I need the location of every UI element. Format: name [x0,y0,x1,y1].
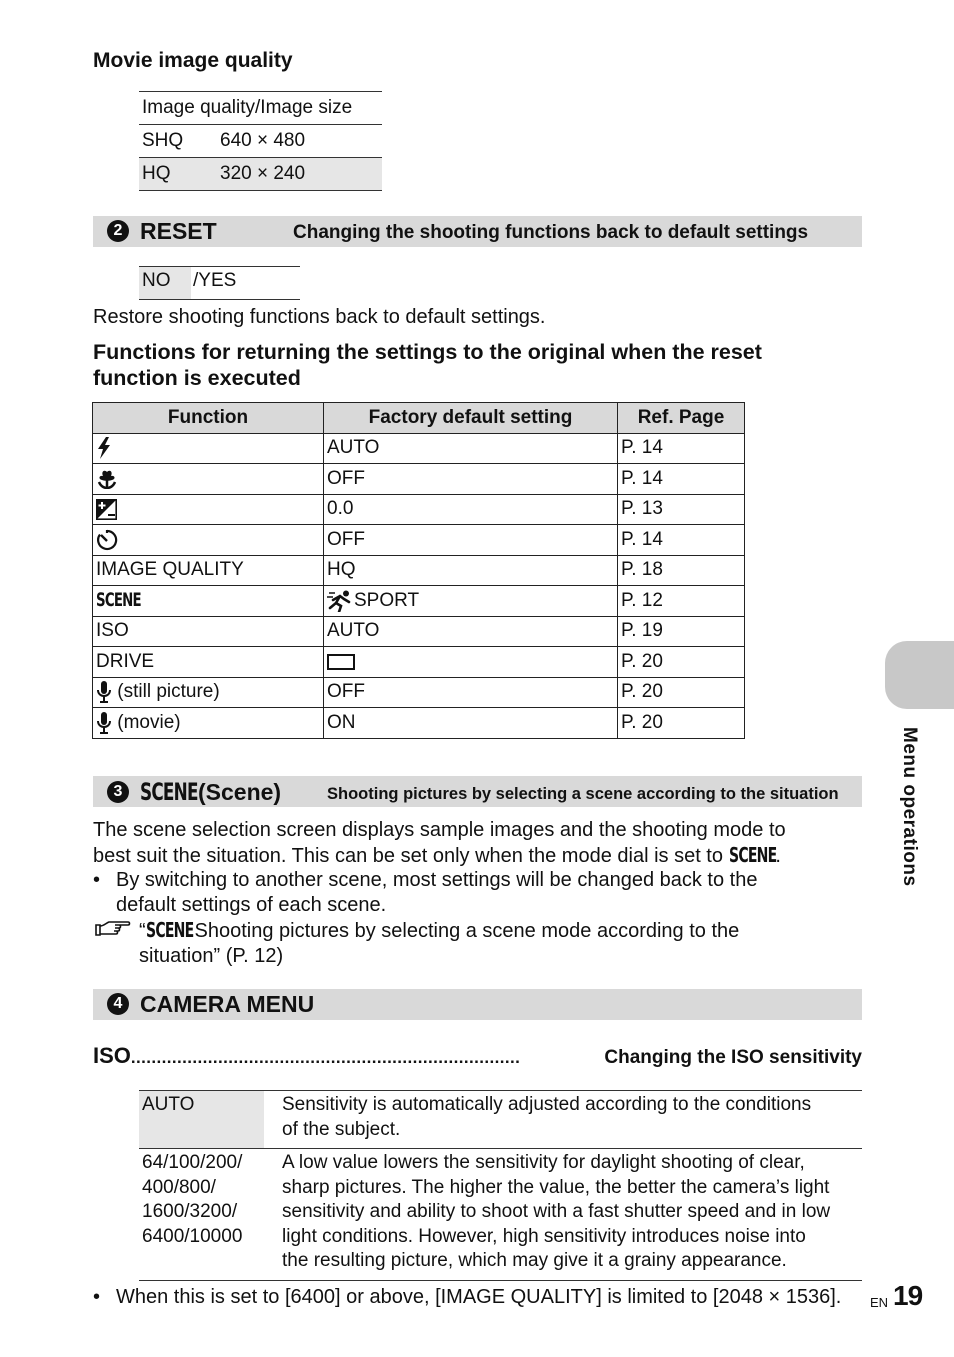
table-row [139,157,382,191]
iso-key-line: 64/100/200/ [142,1152,243,1173]
function-table [92,402,745,739]
default-cell: OFF [324,677,618,708]
page-cell: P. 20 [618,708,745,739]
scene-bullet-line: default settings of each scene. [116,894,387,916]
function-cell [93,677,324,708]
table-row [93,616,745,647]
default-cell: 0.0 [324,494,618,525]
size-cell: 640 × 480 [220,130,306,151]
function-label: (movie) [117,711,181,733]
option-yes: /YES [193,270,237,291]
column-header: Factory default setting [324,403,618,434]
language-code: EN [870,1295,889,1310]
page-cell: P. 20 [618,647,745,678]
side-tab [885,641,954,709]
scene-subtitle: Shooting pictures by selecting a scene according to the situation [327,785,839,803]
page-cell: P. 14 [618,525,745,556]
function-cell [93,433,324,464]
iso-key-line: AUTO [142,1094,195,1115]
table-row [139,124,382,157]
function-cell: DRIVE [93,647,324,678]
default-cell [324,586,618,617]
scene-paragraph [93,818,786,869]
quality-cell: HQ [142,163,171,184]
section-number-badge: 2 [107,220,129,242]
iso-value-line: the resulting picture, which may give it a grainy appearance. [282,1250,787,1271]
page-cell: P. 12 [618,586,745,617]
scene-paragraph-line: best suit the situation. This can be set only when the mode dial is set to SCENE. [93,843,781,867]
page-cell: P. 13 [618,494,745,525]
quality-cell: SHQ [142,130,184,151]
scene-title [140,778,281,806]
table-row [139,1148,862,1281]
self-timer-icon [96,529,118,551]
iso-leader-dots: ............................................................................ [130,1048,521,1067]
scene-reference-line: situation” (P. 12) [139,945,284,967]
iso-value-line: A low value lowers the sensitivity for daylight shooting of clear, [282,1152,805,1173]
table-row [139,1090,862,1148]
scene-reference-quote: “ [139,920,146,942]
scene-bullet [116,868,757,918]
table-row [93,677,745,708]
bullet-symbol: • [93,869,101,891]
page-cell: P. 14 [618,464,745,495]
column-header: Ref. Page [618,403,745,434]
scene-mode-icon: SCENE [728,843,776,867]
side-tab-label: Menu operations [899,727,920,887]
default-value: SPORT [354,589,420,611]
default-cell: AUTO [324,433,618,464]
reset-subtitle: Changing the shooting functions back to default settings [293,222,809,243]
iso-note: When this is set to [6400] or above, [IMAGE QUALITY] is limited to [2048 × 1536]. [116,1286,842,1308]
default-cell: OFF [324,525,618,556]
table-header-row [93,403,745,434]
iso-value-line: light conditions. However, high sensitivity introduces noise into [282,1225,806,1247]
scene-mode-icon: SCENE [140,778,198,806]
function-cell [93,708,324,739]
function-cell [93,586,324,617]
iso-key-line: 6400/10000 [142,1225,243,1247]
iso-value-line: sensitivity and ability to shoot with a fast shutter speed and in low [282,1201,831,1222]
table-row [93,647,745,678]
exposure-compensation-icon [96,499,117,520]
function-cell: IMAGE QUALITY [93,555,324,586]
table-row [93,555,745,586]
scene-mode-icon: SCENE [145,918,194,942]
iso-key-cell [139,1091,264,1148]
functions-heading-line: function is executed [93,366,301,390]
iso-key-line: 1600/3200/ [142,1201,238,1222]
default-cell: AUTO [324,616,618,647]
scene-reference-line [139,918,739,944]
single-frame-icon [327,654,355,670]
scene-title-text: (Scene) [197,779,282,805]
page-cell: P. 18 [618,555,745,586]
sport-icon [327,590,354,612]
iso-value-line: Sensitivity is automatically adjusted according to the conditions [282,1094,812,1115]
table-row [93,464,745,495]
function-cell: ISO [93,616,324,647]
iso-value-line: sharp pictures. The higher the value, the better the camera’s light [282,1176,830,1198]
page-cell: P. 19 [618,616,745,647]
functions-heading [93,339,762,391]
table-row [93,708,745,739]
default-cell: ON [324,708,618,739]
reset-options [139,266,300,300]
size-cell: 320 × 240 [220,163,306,184]
iso-key-cell [139,1149,264,1280]
reset-description: Restore shooting functions back to default settings. [93,306,546,328]
default-cell: HQ [324,555,618,586]
iso-label: ISO [93,1043,131,1068]
iso-heading [93,1043,862,1071]
default-cell: OFF [324,464,618,495]
movie-quality-table [139,91,382,191]
table-row [93,494,745,525]
movie-quality-header: Image quality/Image size [139,91,382,124]
microphone-icon [96,712,112,734]
scene-mode-icon: SCENE [96,589,141,612]
microphone-icon [96,681,112,703]
scene-bullet-line: By switching to another scene, most settings will be changed back to the [116,869,758,891]
iso-subtitle: Changing the ISO sensitivity [604,1047,862,1068]
iso-value-cell [264,1091,862,1148]
option-no: NO [139,267,191,299]
function-cell [93,464,324,495]
page-cell: P. 14 [618,433,745,464]
section-number-badge: 3 [107,781,129,803]
pointing-hand-icon [95,921,131,937]
iso-table [139,1090,862,1281]
section-number-badge: 4 [107,993,129,1015]
camera-menu-title: CAMERA MENU [140,991,315,1017]
function-cell [93,525,324,556]
table-row [93,433,745,464]
column-header: Function [93,403,324,434]
iso-value-cell [264,1149,862,1280]
scene-section-bar [93,776,862,807]
camera-menu-section-bar [93,989,862,1020]
iso-key-line: 400/800/ [142,1176,216,1198]
reset-title: RESET [140,218,217,244]
reset-section-bar [93,216,862,247]
bullet-symbol: • [93,1286,101,1308]
flash-icon [96,437,112,459]
movie-quality-heading: Movie image quality [93,49,293,72]
function-label: (still picture) [117,681,220,703]
functions-heading-line: Functions for returning the settings to the original when the reset [93,340,762,364]
scene-paragraph-line: The scene selection screen displays sample images and the shooting mode to [93,819,786,841]
scene-reference-text: Shooting pictures by selecting a scene mode according to the [194,920,740,942]
macro-icon [96,469,118,489]
function-cell [93,494,324,525]
iso-value-line: of the subject. [282,1118,401,1140]
table-row [93,586,745,617]
scene-reference [139,918,739,969]
page-cell: P. 20 [618,677,745,708]
default-cell [324,647,618,678]
page-number: 19 [893,1280,923,1311]
table-row [93,525,745,556]
scene-paragraph-text: best suit the situation. This can be set only when the mode dial is set to [93,845,723,867]
